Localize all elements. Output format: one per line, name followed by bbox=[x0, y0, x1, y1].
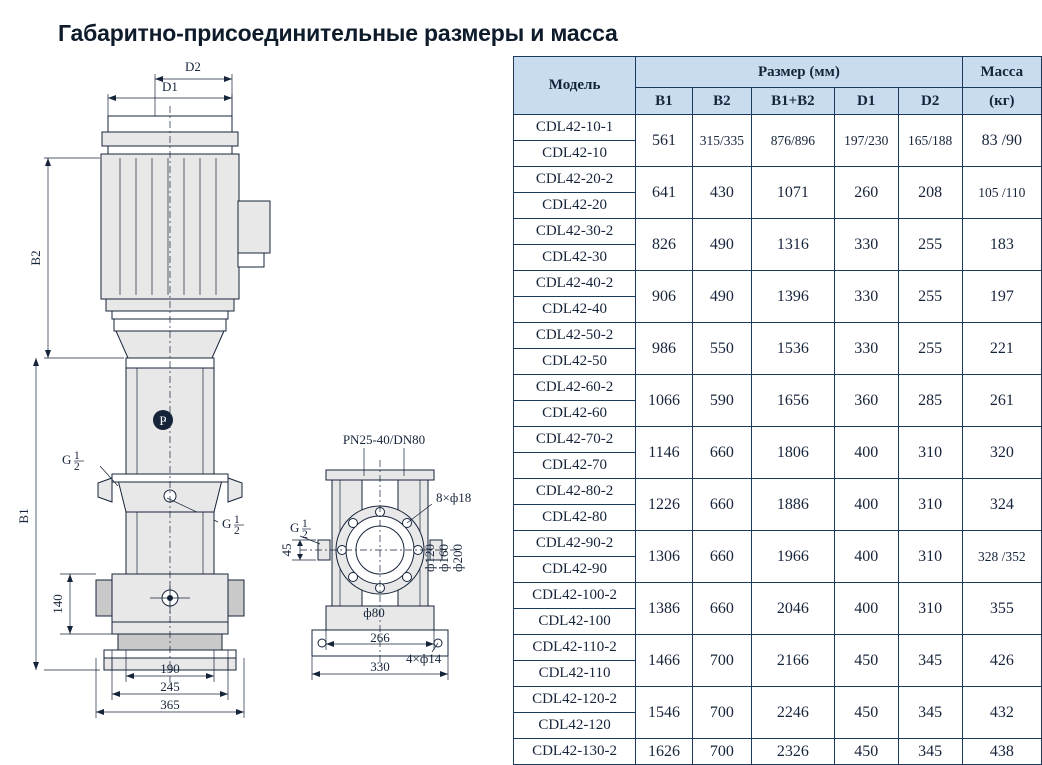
cell-b2: 660 bbox=[692, 479, 751, 531]
cell-model: CDL42-110-2 bbox=[514, 635, 636, 661]
cell-b1-b2: 1966 bbox=[751, 531, 834, 583]
cell-d2: 345 bbox=[898, 635, 962, 687]
cell-d2: 310 bbox=[898, 583, 962, 635]
cell-mass: 355 bbox=[962, 583, 1041, 635]
cell-b2: 490 bbox=[692, 219, 751, 271]
cell-model: CDL42-40-2 bbox=[514, 271, 636, 297]
cell-model: CDL42-100 bbox=[514, 609, 636, 635]
th-b2: B2 bbox=[692, 88, 751, 115]
cell-mass: 432 bbox=[962, 687, 1041, 739]
cell-mass: 328 /352 bbox=[962, 531, 1041, 583]
svg-text:G: G bbox=[62, 452, 72, 467]
cell-b2: 315/335 bbox=[692, 115, 751, 167]
cell-model: CDL42-10 bbox=[514, 141, 636, 167]
cell-model: CDL42-20 bbox=[514, 193, 636, 219]
th-model: Модель bbox=[514, 57, 636, 115]
cell-mass: 426 bbox=[962, 635, 1041, 687]
svg-text:330: 330 bbox=[370, 659, 390, 674]
cell-b1: 1306 bbox=[636, 531, 693, 583]
cell-d1: 450 bbox=[834, 687, 898, 739]
svg-text:G: G bbox=[222, 516, 232, 531]
table-header-row-1 bbox=[514, 57, 1042, 88]
cell-model: CDL42-100-2 bbox=[514, 583, 636, 609]
table-row bbox=[514, 531, 1042, 557]
cell-d2: 310 bbox=[898, 531, 962, 583]
cell-d1: 400 bbox=[834, 531, 898, 583]
svg-text:8×ф18: 8×ф18 bbox=[436, 490, 472, 505]
cell-b2: 700 bbox=[692, 739, 751, 765]
cell-mass: 221 bbox=[962, 323, 1041, 375]
cell-b1: 641 bbox=[636, 167, 693, 219]
th-b1-b2: B1+B2 bbox=[751, 88, 834, 115]
svg-text:D1: D1 bbox=[162, 79, 178, 94]
cell-b1: 826 bbox=[636, 219, 693, 271]
cell-b2: 430 bbox=[692, 167, 751, 219]
table-row bbox=[514, 271, 1042, 297]
th-size-group: Размер (мм) bbox=[636, 57, 962, 88]
table-row bbox=[514, 219, 1042, 245]
cell-b1-b2: 1536 bbox=[751, 323, 834, 375]
svg-text:B2: B2 bbox=[28, 250, 43, 266]
cell-mass: 105 /110 bbox=[962, 167, 1041, 219]
svg-text:ф120: ф120 bbox=[422, 544, 437, 572]
cell-d2: 310 bbox=[898, 427, 962, 479]
cell-d1: 450 bbox=[834, 635, 898, 687]
cell-mass: 197 bbox=[962, 271, 1041, 323]
cell-b2: 490 bbox=[692, 271, 751, 323]
table-row bbox=[514, 375, 1042, 401]
svg-text:2: 2 bbox=[234, 525, 240, 537]
cell-model: CDL42-120-2 bbox=[514, 687, 636, 713]
cell-mass: 324 bbox=[962, 479, 1041, 531]
table-body bbox=[514, 115, 1042, 765]
table-row bbox=[514, 427, 1042, 453]
svg-text:4×ф14: 4×ф14 bbox=[406, 651, 442, 666]
cell-d1: 360 bbox=[834, 375, 898, 427]
svg-text:266: 266 bbox=[370, 630, 390, 645]
cell-model: CDL42-80 bbox=[514, 505, 636, 531]
cell-b2: 700 bbox=[692, 635, 751, 687]
svg-text:D2: D2 bbox=[185, 59, 201, 74]
cell-b1: 1626 bbox=[636, 739, 693, 765]
cell-model: CDL42-40 bbox=[514, 297, 636, 323]
cell-model: CDL42-90 bbox=[514, 557, 636, 583]
cell-model: CDL42-60-2 bbox=[514, 375, 636, 401]
cell-d2: 165/188 bbox=[898, 115, 962, 167]
cell-b1-b2: 1316 bbox=[751, 219, 834, 271]
th-mass-unit: (кг) bbox=[962, 88, 1041, 115]
dim-b1 bbox=[16, 358, 100, 670]
cell-d2: 255 bbox=[898, 323, 962, 375]
page-title: Габаритно-присоединительные размеры и масса bbox=[58, 20, 618, 46]
svg-text:45: 45 bbox=[279, 543, 294, 557]
svg-text:2: 2 bbox=[302, 529, 308, 541]
svg-text:1: 1 bbox=[74, 450, 80, 462]
cell-d1: 450 bbox=[834, 739, 898, 765]
svg-text:B1: B1 bbox=[16, 508, 31, 524]
table-row bbox=[514, 115, 1042, 141]
cell-b1-b2: 2046 bbox=[751, 583, 834, 635]
cell-d2: 345 bbox=[898, 739, 962, 765]
cell-model: CDL42-120 bbox=[514, 713, 636, 739]
cell-b1-b2: 1806 bbox=[751, 427, 834, 479]
svg-text:190: 190 bbox=[160, 661, 180, 676]
cell-d2: 310 bbox=[898, 479, 962, 531]
svg-text:ф200: ф200 bbox=[450, 544, 465, 572]
cell-b1: 1466 bbox=[636, 635, 693, 687]
cell-model: CDL42-110 bbox=[514, 661, 636, 687]
svg-text:PN25-40/DN80: PN25-40/DN80 bbox=[342, 432, 426, 447]
svg-text:365: 365 bbox=[160, 697, 180, 712]
technical-drawing bbox=[0, 46, 505, 712]
cell-b1: 906 bbox=[636, 271, 693, 323]
cell-model: CDL42-60 bbox=[514, 401, 636, 427]
cell-b1: 1146 bbox=[636, 427, 693, 479]
cell-model: CDL42-50 bbox=[514, 349, 636, 375]
th-mass-group: Масса bbox=[962, 57, 1041, 88]
cell-b1-b2: 2246 bbox=[751, 687, 834, 739]
th-b1: B1 bbox=[636, 88, 693, 115]
cell-b1-b2: 1071 bbox=[751, 167, 834, 219]
cell-model: CDL42-10-1 bbox=[514, 115, 636, 141]
dimensions-table bbox=[513, 56, 1042, 765]
cell-model: CDL42-70 bbox=[514, 453, 636, 479]
cell-b2: 660 bbox=[692, 531, 751, 583]
cell-model: CDL42-50-2 bbox=[514, 323, 636, 349]
cell-b1-b2: 2326 bbox=[751, 739, 834, 765]
cell-d2: 255 bbox=[898, 219, 962, 271]
table-row bbox=[514, 635, 1042, 661]
cell-b2: 590 bbox=[692, 375, 751, 427]
cell-mass: 320 bbox=[962, 427, 1041, 479]
cell-d1: 330 bbox=[834, 323, 898, 375]
svg-text:ф160: ф160 bbox=[436, 544, 451, 572]
cell-b1: 561 bbox=[636, 115, 693, 167]
cell-d1: 400 bbox=[834, 583, 898, 635]
cell-b1-b2: 1886 bbox=[751, 479, 834, 531]
cell-d1: 260 bbox=[834, 167, 898, 219]
svg-text:ф80: ф80 bbox=[363, 605, 385, 620]
cell-model: CDL42-130-2 bbox=[514, 739, 636, 765]
cell-b1-b2: 876/896 bbox=[751, 115, 834, 167]
th-d2: D2 bbox=[898, 88, 962, 115]
cell-mass: 438 bbox=[962, 739, 1041, 765]
cell-mass: 183 bbox=[962, 219, 1041, 271]
cell-d1: 197/230 bbox=[834, 115, 898, 167]
cell-d2: 255 bbox=[898, 271, 962, 323]
cell-b1: 986 bbox=[636, 323, 693, 375]
cell-model: CDL42-20-2 bbox=[514, 167, 636, 193]
cell-d2: 345 bbox=[898, 687, 962, 739]
dimensions-table-wrapper bbox=[513, 56, 1042, 765]
cell-b1-b2: 1396 bbox=[751, 271, 834, 323]
cell-d1: 330 bbox=[834, 219, 898, 271]
cell-b2: 660 bbox=[692, 427, 751, 479]
cell-b1: 1546 bbox=[636, 687, 693, 739]
table-row bbox=[514, 687, 1042, 713]
cell-b1: 1066 bbox=[636, 375, 693, 427]
cell-model: CDL42-30-2 bbox=[514, 219, 636, 245]
cell-d1: 400 bbox=[834, 479, 898, 531]
table-row bbox=[514, 323, 1042, 349]
cell-b2: 700 bbox=[692, 687, 751, 739]
cell-b1-b2: 1656 bbox=[751, 375, 834, 427]
cell-model: CDL42-90-2 bbox=[514, 531, 636, 557]
table-row bbox=[514, 167, 1042, 193]
th-d1: D1 bbox=[834, 88, 898, 115]
cell-b1: 1386 bbox=[636, 583, 693, 635]
cell-mass: 83 /90 bbox=[962, 115, 1041, 167]
cell-mass: 261 bbox=[962, 375, 1041, 427]
table-row bbox=[514, 739, 1042, 765]
table-row bbox=[514, 479, 1042, 505]
cell-d2: 285 bbox=[898, 375, 962, 427]
cell-d2: 208 bbox=[898, 167, 962, 219]
cell-d1: 400 bbox=[834, 427, 898, 479]
cell-model: CDL42-80-2 bbox=[514, 479, 636, 505]
svg-text:G: G bbox=[290, 520, 300, 535]
cell-model: CDL42-30 bbox=[514, 245, 636, 271]
cell-b2: 550 bbox=[692, 323, 751, 375]
svg-text:1: 1 bbox=[234, 514, 240, 526]
cell-b2: 660 bbox=[692, 583, 751, 635]
svg-text:Ҏ: Ҏ bbox=[159, 413, 167, 428]
cell-b1-b2: 2166 bbox=[751, 635, 834, 687]
cell-model: CDL42-70-2 bbox=[514, 427, 636, 453]
svg-text:1: 1 bbox=[302, 518, 308, 530]
cell-b1: 1226 bbox=[636, 479, 693, 531]
cell-d1: 330 bbox=[834, 271, 898, 323]
svg-text:140: 140 bbox=[50, 594, 65, 614]
svg-text:245: 245 bbox=[160, 679, 180, 694]
svg-text:2: 2 bbox=[74, 461, 80, 473]
table-row bbox=[514, 583, 1042, 609]
